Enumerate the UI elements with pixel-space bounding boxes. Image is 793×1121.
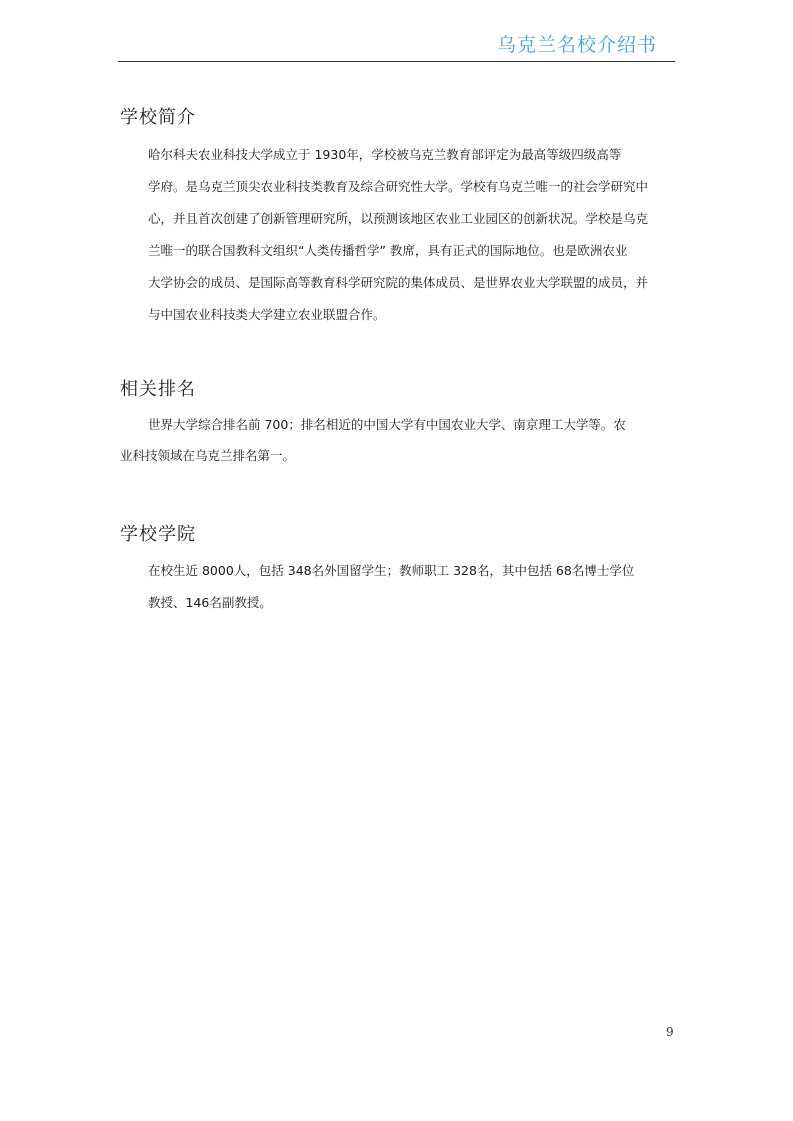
paragraph-line: 业科技领域在乌克兰排名第一。 [120, 448, 296, 463]
paragraph-line: 大学协会的成员、是国际高等教育科学研究院的集体成员、是世界农业大学联盟的成员，并 [148, 275, 649, 290]
paragraph-line: 兰唯一的联合国教科文组织“人类传播哲学” 教席，具有正式的国际地位。也是欧洲农业 [148, 243, 628, 258]
paragraph-line: 哈尔科夫农业科技大学成立于 1930年，学校被乌克兰教育部评定为最高等级四级高等 [148, 147, 622, 162]
header-title: 乌克兰名校介绍书 [496, 34, 657, 56]
paragraph-line: 与中国农业科技类大学建立农业联盟合作。 [148, 307, 386, 322]
header-divider [118, 61, 675, 62]
paragraph-line: 世界大学综合排名前 700；排名相近的中国大学有中国农业大学、南京理工大学等。农 [148, 417, 626, 432]
paragraph-line: 学府。是乌克兰顶尖农业科技类教育及综合研究性大学。学校有乌克兰唯一的社会学研究中 [148, 179, 649, 194]
paragraph-line: 教授、146名副教授。 [148, 595, 272, 610]
paragraph-line: 心，并且首次创建了创新管理研究所，以预测该地区农业工业园区的创新状况。学校是乌克 [148, 211, 649, 226]
section-heading-school-intro: 学校简介 [120, 107, 196, 128]
page-number: 9 [666, 1025, 674, 1039]
section-heading-rankings: 相关排名 [120, 379, 196, 400]
section-heading-school-colleges: 学校学院 [120, 524, 196, 545]
paragraph-line: 在校生近 8000人，包括 348名外国留学生；教师职工 328名，其中包括 68名博士学位 [148, 563, 635, 578]
